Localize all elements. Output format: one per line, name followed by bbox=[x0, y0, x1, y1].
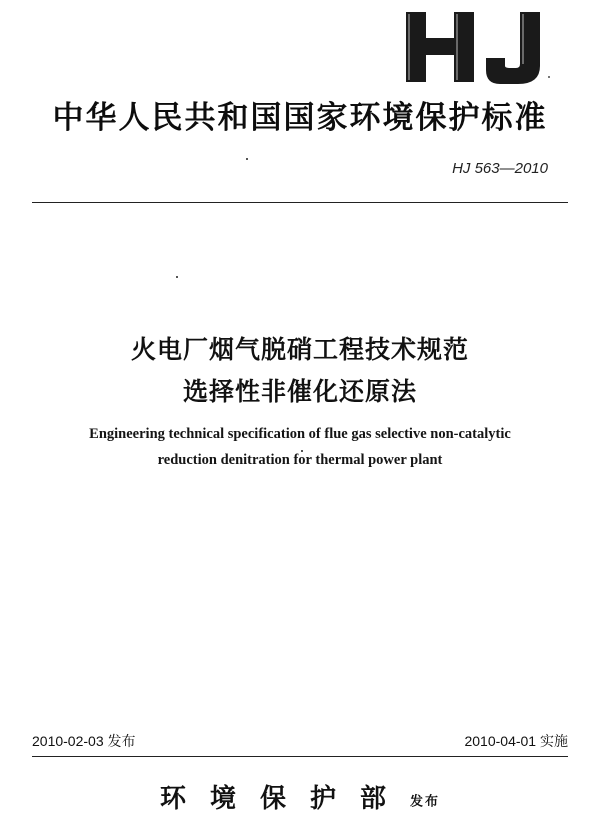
agency-header: 中华人民共和国国家环境保护标准 bbox=[52, 100, 548, 136]
title-en-line-1: Engineering technical specification of flue gas selective non-catalytic bbox=[89, 426, 511, 442]
publisher-name: 环境保护部 bbox=[159, 784, 410, 814]
scan-speck bbox=[246, 158, 248, 160]
publisher bbox=[0, 778, 600, 815]
title-en-line-2: reduction denitration for thermal power plant bbox=[157, 452, 443, 468]
title-zh-line-2: 选择性非催化还原法 bbox=[182, 377, 417, 406]
hj-logo bbox=[402, 8, 552, 86]
scan-speck bbox=[176, 276, 178, 278]
standard-number: HJ 563—2010 bbox=[452, 160, 548, 177]
title-zh-line-1: 火电厂烟气脱硝工程技术规范 bbox=[130, 335, 469, 364]
header-rule bbox=[32, 202, 568, 203]
footer-rule bbox=[32, 756, 568, 757]
issue-date: 2010-02-03 发布 bbox=[32, 733, 136, 749]
implement-date: 2010-04-01 实施 bbox=[464, 733, 568, 749]
publisher-suffix: 发布 bbox=[410, 794, 441, 810]
